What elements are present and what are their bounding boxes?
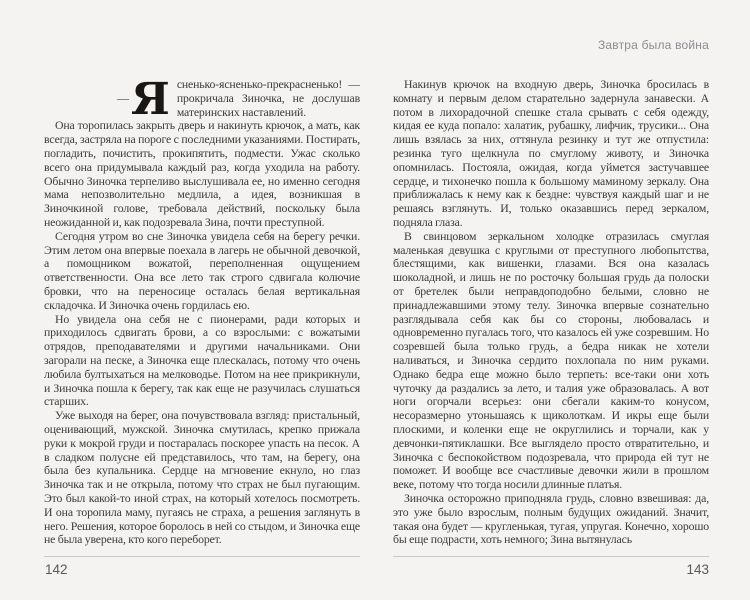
running-header: Завтра была война (597, 38, 709, 52)
page-left-text (44, 78, 360, 556)
paragraph: Сегодня утром во сне Зиночка увидела себя на берегу речки. Этим летом она впервые поехала в лагерь не обычной девочкой, а помощником вожатой, переполненная ощущением ответственности. Она все лето так строго сдвигала колючие бровки, что на переносице осталась белая вертикальная складочка. И Зиночка очень гордилась ею. (44, 228, 360, 312)
paragraph: Накинув крючок на входную дверь, Зиночка бросилась в комнату и первым делом старательно задернула занавески. А потом в лихорадочной спешке стала срывать с себя одежду, кидая ее куда попало: халатик, рубашку, лифчик, трусики... Она лишь взялась за них, оттянула резинку и тут же отпустила: резинка туго щелкнула по смуглому животу, и Зиночка опомнилась. Постояла, ожидая, когда уймется застучавшее сердце, и тихонечко пошла к большому маминому зеркалу. Она приближалась к нему как к бездне: чувствуя каждый шаг и не решаясь взглянуть. И, только оказавшись перед зеркалом, подняла глаза. (393, 78, 709, 229)
body-paragraphs-right (393, 78, 709, 547)
opening-paragraph (44, 78, 360, 125)
drop-cap-dash: — (117, 90, 129, 105)
footer-rule-left (44, 556, 360, 557)
page-number-right: 143 (686, 562, 709, 577)
paragraph: Уже выходя на берег, она почувствовала взгляд: пристальный, оценивающий, мужской. Зиночка смутилась, крепко прижала руки к мокрой груди и постаралась поскорее упасть на песок. А в сладком полусне ей представилось, что там, на берегу, она была без купальника. Сердце на мгновение екнуло, но глаз Зиночка так и не открыла, потому что страх не был пугающим. Это был какой-то иной страх, на который хотелось посмотреть. И она торопила маму, пугаясь не страха, а решения заглянуть в него. Решения, которое боролось в ней со стыдом, и Зиночка еще не была уверена, кто кого переборет. (44, 408, 360, 547)
paragraph: Но увидела она себя не с пионерами, ради которых и приходилось сдвигать брови, а со взрослыми: с вожатыми отрядов, преподавателями и другими начальниками. Они загорали на песке, а Зиночка еще плескалась, потому что очень любила бултыхаться на мелководье. Потом на нее прикрикнули, и Зиночка пошла к берегу, так как еще не разучилась слушаться старших. (44, 311, 360, 409)
paragraph: Зиночка осторожно приподняла грудь, словно взвешивая: да, это уже было взрослым, полным будущих ожиданий. Значит, такая она будет — кругленькая, тугая, упругая. Конечно, хорошо бы еще подрасти, хоть немного; Зина вытянулась (393, 490, 709, 547)
page-right-text (393, 78, 709, 556)
footer-rule-right (393, 556, 709, 557)
body-paragraphs-left (44, 119, 360, 547)
drop-cap-letter: Я (131, 78, 170, 125)
page-left (44, 0, 360, 600)
opening-text: сненько-ясненько-прекрасненько! — прокричала Зиночка, не дослушав материнских наставлений. (176, 78, 360, 119)
drop-cap (117, 78, 170, 125)
page-right (393, 0, 709, 600)
paragraph: Она торопилась закрыть дверь и накинуть крючок, а мать, как всегда, застряла на пороге с последними указаниями. Постирать, погладить, почистить, прокипятить, подмести. Ужас сколько всего она придумывала каждый раз, когда уходила на работу. Обычно Зиночка терпеливо выслушивала ее, но именно сегодня мама непозволительно медлила, а идея, возникшая в Зиночкиной голове, требовала действий, поскольку была неожиданной и, как подозревала Зина, почти преступной. (44, 118, 360, 229)
paragraph: В свинцовом зеркальном холодке отразилась смуглая маленькая девушка с круглыми от преступного любопытства, блестящими, как вишенки, глазами. Вся она казалась шоколадной, и лишь не по росточку большая грудь да полоски от бретелек были неправдоподобно белыми, словно не принадлежавшими этому телу. Зиночка впервые сознательно разглядывала себя как бы со стороны, любовалась и одновременно пугалась того, что казалось ей уже созревшим. Но созревшей была только грудь, а бедра никак не хотели наливаться, и Зиночка сердито похлопала по ним руками. Однако бедра еще можно было терпеть: все-таки они хоть чуточку да раздались за лето, и талия уже образовалась. А вот ноги огорчали всерьез: они сбегали каким-то конусом, несоразмерно утоньшаясь к щиколоткам. И икры еще были плоскими, и коленки еще не округлились и торчали, как у девчонки-пятиклашки. Все выглядело просто отвратительно, и Зиночка с беспокойством подозревала, что природа ей тут не поможет. И вообще все счастливые девочки жили в прошлом веке, потому что тогда носили длинные платья. (393, 228, 709, 492)
page-number-left: 142 (45, 562, 68, 577)
